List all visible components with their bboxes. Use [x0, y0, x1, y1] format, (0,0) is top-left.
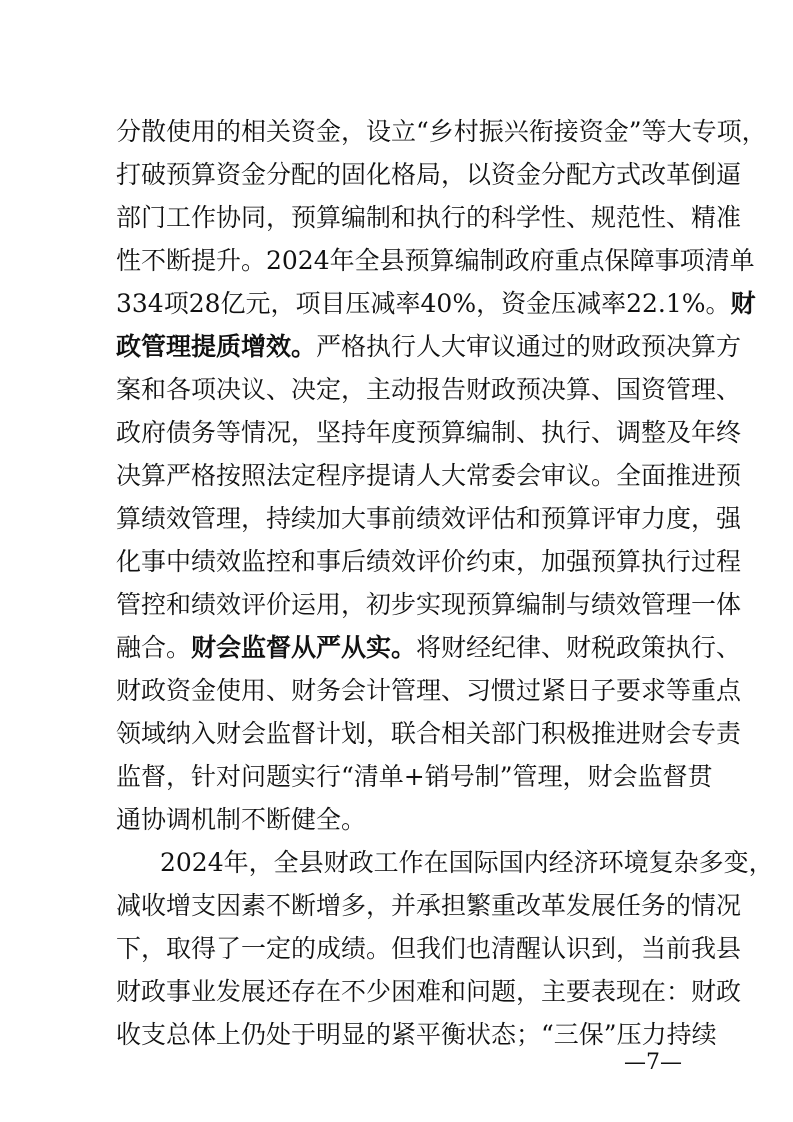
text-line: 通协调机制不断健全。 [116, 805, 367, 834]
text-line: 下，取得了一定的成绩。但我们也清醒认识到，当前我县 [116, 934, 742, 963]
text-span: 将财经纪律、财税政策执行、 [416, 633, 742, 662]
bold-heading: 财会监督从严从实。 [191, 633, 417, 662]
text-line [116, 328, 742, 366]
text-line: 政府债务等情况，坚持年度预算编制、执行、调整及年终 [116, 418, 742, 447]
text-line: 减收增支因素不断增多，并承担繁重改革发展任务的情况 [116, 891, 742, 920]
text-line: 财政资金使用、财务会计管理、习惯过紧日子要求等重点 [116, 676, 742, 705]
text-line: 打破预算资金分配的固化格局，以资金分配方式改革倒逼 [116, 160, 742, 189]
text-line: 领域纳入财会监督计划，联合相关部门积极推进财会专责 [116, 719, 742, 748]
bold-heading-fragment: 财 [730, 289, 756, 318]
text-span: 严格执行人大审议通过的财政预决算方 [316, 332, 742, 361]
text-line [116, 629, 742, 667]
bold-heading: 政管理提质增效。 [116, 332, 317, 361]
text-line: 化事中绩效监控和事后绩效评价约束，加强预算执行过程 [116, 547, 742, 576]
text-line: 性不断提升。2024年全县预算编制政府重点保障事项清单 [116, 246, 755, 275]
page-number: —7— [624, 1050, 682, 1075]
text-line: 管控和绩效评价运用，初步实现预算编制与绩效管理一体 [116, 590, 742, 619]
text-line: 收支总体上仍处于明显的紧平衡状态；“三保”压力持续 [116, 1020, 717, 1049]
text-line: 案和各项决议、决定，主动报告财政预决算、国资管理、 [116, 375, 742, 404]
text-line: 决算严格按照法定程序提请人大常委会审议。全面推进预 [116, 461, 742, 490]
text-line-indented: 2024年，全县财政工作在国际国内经济环境复杂多变， [160, 848, 774, 877]
text-line: 分散使用的相关资金，设立“乡村振兴衔接资金”等大专项， [116, 117, 767, 146]
text-line: 部门工作协同，预算编制和执行的科学性、规范性、精准 [116, 203, 742, 232]
text-line: 财政事业发展还存在不少困难和问题，主要表现在：财政 [116, 977, 742, 1006]
text-span: 334项28亿元，项目压减率40%，资金压减率22.1%。 [116, 289, 731, 318]
text-span: 融合。 [116, 633, 192, 662]
text-line [116, 285, 756, 323]
text-line: 监督，针对问题实行“清单+销号制”管理，财会监督贯 [116, 762, 713, 791]
text-line: 算绩效管理，持续加大事前绩效评估和预算评审力度，强 [116, 504, 742, 533]
